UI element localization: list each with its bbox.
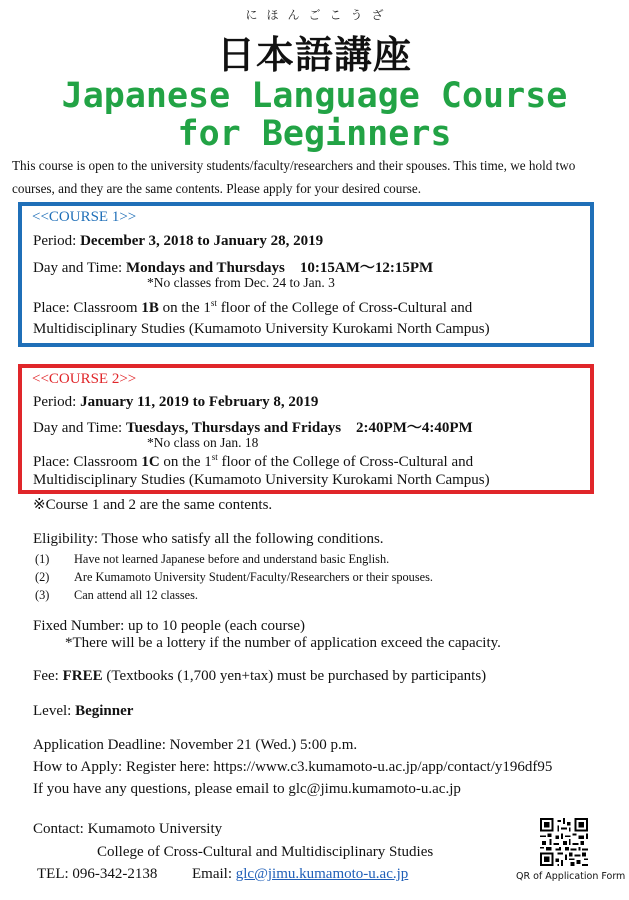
title-english-line2: for Beginners [177, 114, 452, 154]
course1-place-line2: Multidisciplinary Studies (Kumamoto University Kurokami North Campus) [33, 321, 490, 337]
course1-heading: <<COURSE 1>> [32, 209, 137, 225]
course1-note: *No classes from Dec. 24 to Jan. 3 [147, 275, 335, 290]
how-to-apply: How to Apply: Register here: https://www.c3.kumamoto-u.ac.jp/app/contact/y196df95 [33, 759, 553, 775]
contact-tel: TEL: 096-342-2138 [37, 866, 158, 882]
application-deadline: Application Deadline: November 21 (Wed.) 5:00 p.m. [33, 737, 358, 753]
same-contents-note: ※Course 1 and 2 are the same contents. [33, 497, 273, 513]
eligibility-item-2: Are Kumamoto University Student/Faculty/Researchers or their spouses. [74, 570, 433, 584]
eligibility-item-1: Have not learned Japanese before and understand basic English. [74, 552, 390, 566]
eligibility-item-3: Can attend all 12 classes. [74, 588, 198, 602]
contact-email: Email: glc@jimu.kumamoto-u.ac.jp [192, 866, 409, 882]
eligibility-title: Eligibility: Those who satisfy all the following conditions. [33, 531, 384, 547]
eligibility-num-3: (3) [35, 588, 50, 602]
title-english-line1: Japanese Language Course [61, 76, 568, 116]
questions-note: If you have any questions, please email to glc@jimu.kumamoto-u.ac.jp [33, 781, 461, 797]
fee: Fee: FREE (Textbooks (1,700 yen+tax) must be purchased by participants) [33, 668, 487, 684]
course2-heading: <<COURSE 2>> [32, 371, 137, 387]
course2-place-line2: Multidisciplinary Studies (Kumamoto University Kurokami North Campus) [33, 472, 490, 488]
title-japanese: 日本語講座 [216, 33, 412, 77]
course2-place-line1: Place: Classroom 1C on the 1st floor of the College of Cross-Cultural and [33, 452, 474, 470]
eligibility-num-2: (2) [35, 570, 50, 584]
title-ruby: にほんごこうざ [245, 8, 393, 22]
contact-line2: College of Cross-Cultural and Multidisciplinary Studies [97, 844, 434, 860]
contact-line1: Contact: Kumamoto University [33, 821, 223, 837]
intro-text: This course is open to the university students/faculty/researchers and their spouses. This time, we hold two courses, and they are the same contents. Please apply for your desired course. [12, 158, 576, 196]
qr-caption: QR of Application Form [516, 871, 626, 882]
level: Level: Beginner [33, 703, 134, 719]
course2-time: Day and Time: Tuesdays, Thursdays and Fridays 2:40PM〜4:40PM [33, 420, 473, 436]
email-link[interactable]: glc@jimu.kumamoto-u.ac.jp [235, 866, 409, 882]
eligibility-num-1: (1) [35, 552, 50, 566]
course1-place-line1: Place: Classroom 1B on the 1st floor of the College of Cross-Cultural and [33, 298, 473, 316]
course1-period: Period: December 3, 2018 to January 28, 2019 [33, 233, 324, 249]
qr-code-icon[interactable] [540, 818, 588, 866]
course1-time: Day and Time: Mondays and Thursdays 10:15AM〜12:15PM [33, 260, 434, 276]
course2-note: *No class on Jan. 18 [147, 435, 259, 450]
fixed-number: Fixed Number: up to 10 people (each course) [33, 618, 305, 634]
lottery-note: *There will be a lottery if the number of application exceed the capacity. [65, 635, 501, 651]
course2-period: Period: January 11, 2019 to February 8, 2019 [33, 394, 319, 410]
